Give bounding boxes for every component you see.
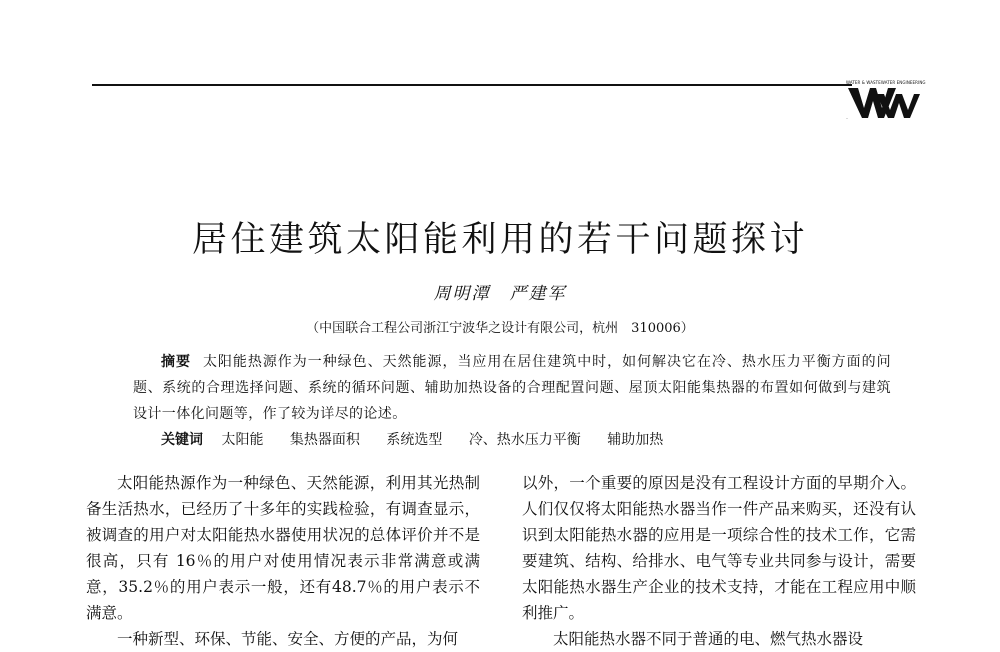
keywords	[161, 427, 891, 453]
ww-logo-icon	[846, 86, 922, 120]
logo-mark-text: WW	[846, 119, 849, 120]
body-paragraph: 以外，一个重要的原因是没有工程设计方面的早期介入。人们仅仅将太阳能热水器当作一件产品来购买，还没有认识到太阳能热水器的应用是一项综合性的技术工作，它需要建筑、结构、给排水、电气等专业共同参与设计，需要太阳能热水器生产企业的技术支持，才能在工程应用中顺利推广。	[522, 474, 916, 622]
keyword-item: 太阳能	[221, 432, 264, 448]
paper-title: 居住建筑太阳能利用的若干问题探讨	[191, 220, 808, 260]
body-column-right	[522, 470, 916, 652]
journal-logo	[846, 80, 926, 122]
keyword-item: 集热器面积	[289, 432, 360, 448]
abstract	[133, 349, 891, 427]
abstract-text: 太阳能热源作为一种绿色、天然能源，当应用在居住建筑中时，如何解决它在冷、热水压力平衡方面的问题、系统的合理选择问题、系统的循环问题、辅助加热设备的合理配置问题、屋顶太阳能集热器的布置如何做到与建筑设计一体化问题等，作了较为详尽的论述。	[133, 354, 891, 422]
authors: 周明潭 严建军	[433, 284, 567, 304]
keyword-item: 辅助加热	[607, 432, 664, 448]
keyword-item: 冷、热水压力平衡	[468, 432, 581, 448]
keywords-label: 关键词	[161, 432, 203, 448]
keyword-item: 系统选型	[386, 432, 443, 448]
header-rule	[92, 84, 852, 86]
body-paragraph: 太阳能热水器不同于普通的电、燃气热水器设	[553, 630, 864, 648]
body-paragraph: 一种新型、环保、节能、安全、方便的产品，为何	[117, 630, 459, 648]
affiliation: （中国联合工程公司浙江宁波华之设计有限公司，杭州 310006）	[306, 321, 694, 336]
logo-caption: WATER & WASTEWATER ENGINEERING	[846, 80, 926, 85]
body-paragraph: 太阳能热源作为一种绿色、天然能源，利用其光热制备生活热水，已经历了十多年的实践检验，有调查显示，被调查的用户对太阳能热水器使用状况的总体评价并不是很高，只有 16％的用户对使用情况表示非常满意或满意，35.2％的用户表示一般，还有48.7％的用户表示不满意。	[86, 474, 480, 622]
body-column-left	[86, 470, 480, 652]
abstract-label: 摘要	[161, 354, 191, 370]
